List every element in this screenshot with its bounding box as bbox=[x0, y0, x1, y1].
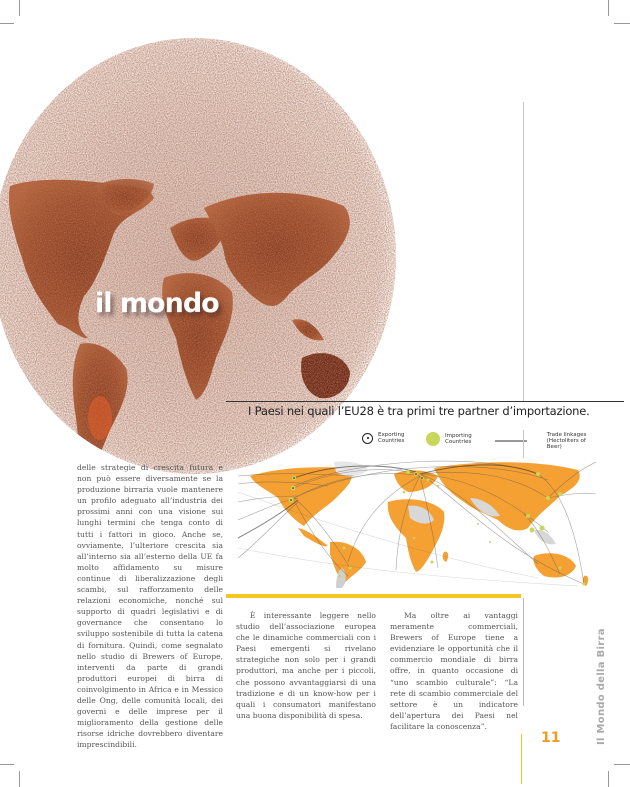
legend-importing: Importing Countries bbox=[426, 432, 472, 446]
legend-trade-linkages: Trade linkages (Hectoliters of Beer) bbox=[495, 432, 589, 450]
article-column-1 bbox=[77, 462, 223, 750]
column-rule-top bbox=[523, 102, 524, 402]
article-column-2 bbox=[236, 610, 376, 721]
trade-linkage-line-icon bbox=[495, 440, 527, 442]
column-rule-bottom bbox=[523, 598, 524, 706]
legend-exporting: Exporting Countries bbox=[362, 432, 405, 444]
land-masses bbox=[250, 461, 588, 588]
crop-mark-top-left-h bbox=[0, 23, 14, 24]
running-head: Il Mondo della Birra bbox=[596, 628, 607, 745]
page-number: 11 bbox=[541, 730, 561, 746]
trade-linkage-map bbox=[238, 458, 596, 588]
article-paragraph: delle strategie di crescita futura e non può essere diversamente se la produzione birraria vuole mantenere un profilo adeguato all’industria dei prossimi anni con una visione sui lunghi termini che tenga conto di tutti i fattori in gioco. Anche se, ovviamente, l’ulteriore crescita sia all’interno sia all’esterno della UE fa molto affidamento su misure continue di liberalizzazione degli scambi, sul rafforzamento delle relazioni economiche, nonché sul supporto di quadri legislativi e di governance che consentano lo sviluppo sostenibile di tutta la catena di fornitura. Quindi, come segnalato nello studio di Brewers of Europe, interventi da parte di grandi produttori europei di birra di coinvolgimento in Africa e in Messico delle Ong, delle comunità locali, dei governi e delle imprese per il miglioramento della gestione delle risorse idriche dovrebbero diventare imprescindibili. bbox=[77, 463, 223, 750]
section-title: il mondo bbox=[95, 288, 219, 319]
article-paragraph: È interessante leggere nello studio dell’associazione europea che le dinamiche commerciali con i Paesi emergenti si rivelano strategiche non solo per i grandi produttori, ma anche per i piccoli, che possono avvantaggiarsi di una tradizione e di un know-how per i quali i consumatori manifestano una buona disponibilità di spesa. bbox=[236, 611, 376, 720]
importing-country-icon bbox=[426, 432, 440, 446]
figure-caption: I Paesi nei quali l’EU28 è tra primi tre partner d’importazione. bbox=[248, 404, 590, 418]
crop-mark-bottom-left-h bbox=[0, 764, 14, 765]
crop-mark-bottom-right-h bbox=[614, 764, 630, 765]
legend-divider bbox=[523, 430, 524, 458]
caption-top-rule bbox=[226, 401, 624, 402]
crop-mark-bottom-left-v bbox=[19, 771, 20, 787]
page-number-rule bbox=[521, 734, 522, 784]
crop-mark-top-left-v bbox=[19, 0, 20, 16]
crop-mark-top-right-v bbox=[608, 0, 609, 16]
highlight-glow bbox=[88, 396, 112, 440]
exporting-country-icon bbox=[362, 433, 373, 444]
article-paragraph: Ma oltre ai vantaggi meramente commerciali, Brewers of Europe tiene a evidenziare le opportunità che il commercio mondiale di birra offre, in quanto occasione di “uno scambio culturale”: “La rete di scambio commerciale del settore è un indicatore dell’apertura dei Paesi nel facilitare la conoscenza”. bbox=[390, 611, 518, 731]
figure-accent-bar bbox=[226, 594, 521, 598]
crop-mark-top-right-h bbox=[614, 23, 630, 24]
crop-mark-bottom-right-v bbox=[608, 771, 609, 787]
article-column-3 bbox=[390, 610, 518, 732]
